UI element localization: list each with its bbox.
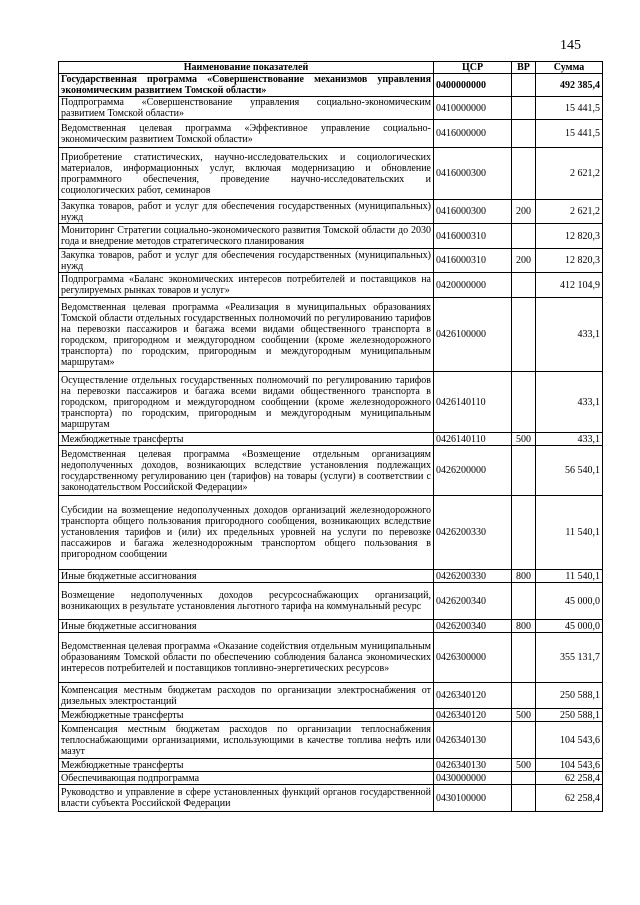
row-code: 0416000300 [434, 200, 512, 224]
row-name: Ведомственная целевая программа «Реализация в муниципальных образованиях Томской области отдельных государственных полномочий по регулированию тарифов на перевозки пассажиров и багажа всеми видами общественного транспорта в городском, пригородном и междугородном сообщении (кроме железнодорожного транспорта) по городским, пригородным и междугородным муниципальным маршрутам» [59, 298, 434, 372]
table-row [59, 200, 603, 224]
row-code: 0426100000 [434, 298, 512, 372]
row-vr [512, 298, 536, 372]
table-row [59, 249, 603, 273]
row-vr: 200 [512, 249, 536, 273]
row-sum: 12 820,3 [536, 224, 603, 249]
row-code: 0416000000 [434, 120, 512, 148]
row-code: 0416000300 [434, 148, 512, 200]
row-vr: 800 [512, 570, 536, 583]
row-name: Закупка товаров, работ и услуг для обеспечения государственных (муниципальных) нужд [59, 200, 434, 224]
row-sum: 433,1 [536, 298, 603, 372]
row-sum: 12 820,3 [536, 249, 603, 273]
row-name: Осуществление отдельных государственных полномочий по регулированию тарифов на перевозки пассажиров и багажа всеми видами общественного транспорта в городском, пригородном и междугородном сообщении (кроме железнодорожного транспорта) по городским, пригородным и междугородным муниципальным маршрутам [59, 372, 434, 433]
row-name: Обеспечивающая подпрограмма [59, 772, 434, 785]
row-code: 0426200000 [434, 446, 512, 496]
row-code: 0410000000 [434, 97, 512, 120]
row-sum: 56 540,1 [536, 446, 603, 496]
row-vr: 500 [512, 433, 536, 446]
row-sum: 433,1 [536, 372, 603, 433]
row-code: 0426140110 [434, 433, 512, 446]
row-sum: 15 441,5 [536, 97, 603, 120]
header-name: Наименование показателей [59, 62, 434, 74]
row-name: Возмещение недополученных доходов ресурсоснабжающих организаций, возникающих в результате установления льготного тарифа на коммунальный ресурс [59, 583, 434, 620]
row-code: 0416000310 [434, 224, 512, 249]
table-row [59, 224, 603, 249]
row-code: 0420000000 [434, 273, 512, 298]
row-sum: 412 104,9 [536, 273, 603, 298]
budget-table [58, 61, 603, 812]
row-vr [512, 446, 536, 496]
table-row [59, 570, 603, 583]
table-row [59, 446, 603, 496]
row-vr [512, 772, 536, 785]
table-row [59, 785, 603, 812]
row-name: Межбюджетные трансферты [59, 709, 434, 722]
row-name: Ведомственная целевая программа «Эффективное управление социально-экономическим развитием Томской области» [59, 120, 434, 148]
row-vr [512, 785, 536, 812]
row-name: Руководство и управление в сфере установленных функций органов государственной власти субъекта Российской Федерации [59, 785, 434, 812]
row-sum: 11 540,1 [536, 496, 603, 570]
table-header [59, 62, 603, 74]
row-sum: 11 540,1 [536, 570, 603, 583]
row-vr [512, 97, 536, 120]
row-vr [512, 496, 536, 570]
row-code: 0426200340 [434, 583, 512, 620]
header-code: ЦСР [434, 62, 512, 74]
row-code: 0426300000 [434, 633, 512, 683]
table-row [59, 772, 603, 785]
row-vr [512, 148, 536, 200]
row-vr [512, 224, 536, 249]
row-vr: 200 [512, 200, 536, 224]
row-code: 0430000000 [434, 772, 512, 785]
row-vr [512, 74, 536, 97]
row-code: 0400000000 [434, 74, 512, 97]
table-row [59, 583, 603, 620]
row-vr [512, 120, 536, 148]
row-vr: 500 [512, 759, 536, 772]
row-name: Компенсация местным бюджетам расходов по организации теплоснабжения теплоснабжающими организациями, использующими в качестве топлива нефть или мазут [59, 722, 434, 759]
row-sum: 2 621,2 [536, 200, 603, 224]
row-vr [512, 273, 536, 298]
row-sum: 62 258,4 [536, 772, 603, 785]
row-code: 0416000310 [434, 249, 512, 273]
row-code: 0426340130 [434, 722, 512, 759]
row-sum: 104 543,6 [536, 722, 603, 759]
table-row [59, 74, 603, 97]
row-sum: 250 588,1 [536, 709, 603, 722]
row-name: Государственная программа «Совершенствование механизмов управления экономическим развитием Томской области» [59, 74, 434, 97]
table-row [59, 120, 603, 148]
header-row [59, 62, 603, 74]
table-row [59, 709, 603, 722]
table-row [59, 759, 603, 772]
table-row [59, 148, 603, 200]
row-name: Ведомственная целевая программа «Возмещение отдельным организациям недополученных доходов, возникающих вследствие установления подлежащих государственному регулированию цен (тарифов) на товары (услуги) в соответствии с законодательством Российской Федерации» [59, 446, 434, 496]
table-row [59, 273, 603, 298]
table-body [59, 74, 603, 812]
header-vr: ВР [512, 62, 536, 74]
row-name: Компенсация местным бюджетам расходов по организации электроснабжения от дизельных электростанций [59, 683, 434, 709]
row-sum: 2 621,2 [536, 148, 603, 200]
row-vr [512, 583, 536, 620]
row-name: Ведомственная целевая программа «Оказание содействия отдельным муниципальным образованиям Томской области по обеспечению соблюдения баланса экономических интересов потребителей и поставщиков топливно-энергетических ресурсов» [59, 633, 434, 683]
table-row [59, 433, 603, 446]
page-number: 145 [560, 38, 581, 53]
table-row [59, 97, 603, 120]
row-code: 0426340130 [434, 759, 512, 772]
row-vr [512, 722, 536, 759]
row-sum: 45 000,0 [536, 620, 603, 633]
row-sum: 45 000,0 [536, 583, 603, 620]
row-name: Подпрограмма «Совершенствование управления социально-экономическим развитием Томской области» [59, 97, 434, 120]
row-name: Межбюджетные трансферты [59, 759, 434, 772]
row-vr: 800 [512, 620, 536, 633]
row-name: Субсидии на возмещение недополученных доходов организаций железнодорожного транспорта общего пользования пригородного сообщения, возникающих вследствие установления тарифов и (или) их предельных уровней на услуги по перевозке пассажиров и багажа железнодорожным транспортом общего пользования в пригородном сообщении [59, 496, 434, 570]
row-sum: 62 258,4 [536, 785, 603, 812]
row-sum: 104 543,6 [536, 759, 603, 772]
row-code: 0426200330 [434, 570, 512, 583]
row-sum: 250 588,1 [536, 683, 603, 709]
row-sum: 355 131,7 [536, 633, 603, 683]
row-name: Иные бюджетные ассигнования [59, 620, 434, 633]
table-row [59, 496, 603, 570]
row-name: Мониторинг Стратегии социально-экономического развития Томской области до 2030 года и внедрение методов стратегического планирования [59, 224, 434, 249]
table-row [59, 722, 603, 759]
table-row [59, 633, 603, 683]
row-vr [512, 633, 536, 683]
row-name: Закупка товаров, работ и услуг для обеспечения государственных (муниципальных) нужд [59, 249, 434, 273]
row-name: Межбюджетные трансферты [59, 433, 434, 446]
table-row [59, 620, 603, 633]
row-name: Иные бюджетные ассигнования [59, 570, 434, 583]
row-vr: 500 [512, 709, 536, 722]
row-vr [512, 683, 536, 709]
row-sum: 15 441,5 [536, 120, 603, 148]
row-code: 0426140110 [434, 372, 512, 433]
row-code: 0426340120 [434, 683, 512, 709]
row-code: 0426200330 [434, 496, 512, 570]
row-sum: 492 385,4 [536, 74, 603, 97]
row-name: Подпрограмма «Баланс экономических интересов потребителей и поставщиков на регулируемых рынках товаров и услуг» [59, 273, 434, 298]
row-sum: 433,1 [536, 433, 603, 446]
row-vr [512, 372, 536, 433]
row-code: 0426340120 [434, 709, 512, 722]
row-code: 0426200340 [434, 620, 512, 633]
header-sum: Сумма [536, 62, 603, 74]
table-row [59, 683, 603, 709]
row-code: 0430100000 [434, 785, 512, 812]
table-row [59, 298, 603, 372]
table-row [59, 372, 603, 433]
row-name: Приобретение статистических, научно-исследовательских и социологических материалов, информационных услуг, включая модернизацию и обновление программного обеспечения, проведение научно-исследовательских и социологических работ, семинаров [59, 148, 434, 200]
